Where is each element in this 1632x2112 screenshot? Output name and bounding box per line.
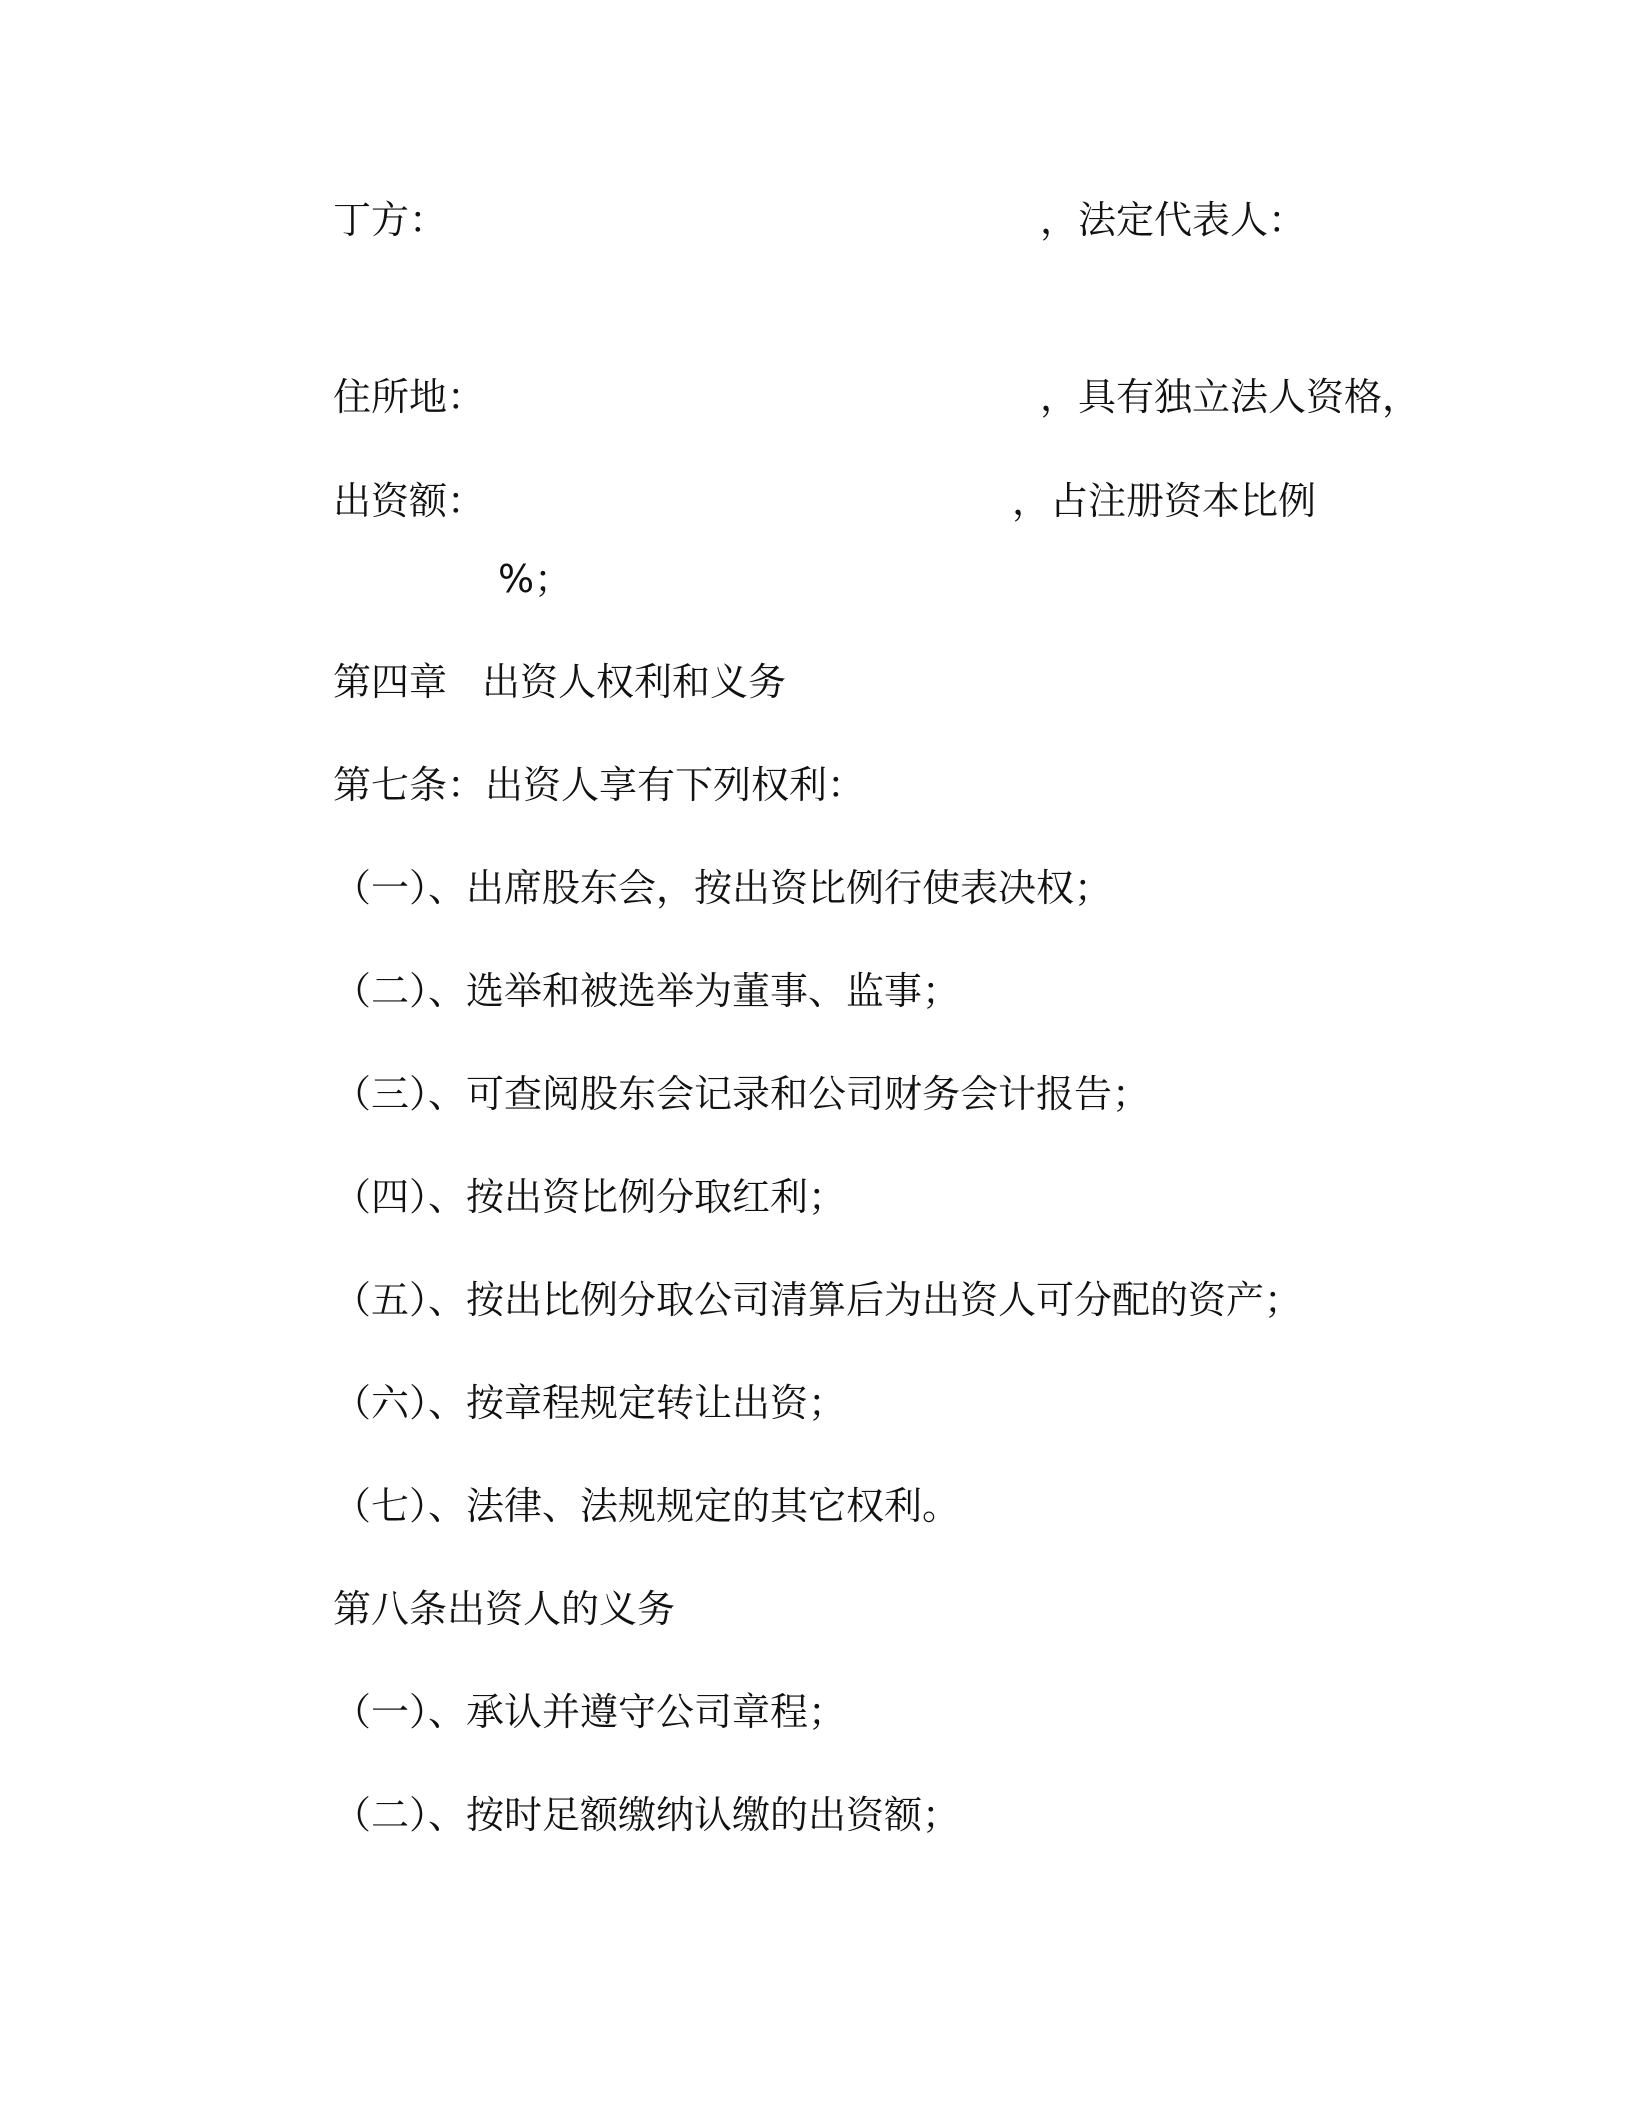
chapter-number: 第四章 <box>333 660 448 704</box>
percent-sign: %； <box>498 557 573 601</box>
contribution-label: 出资额： <box>333 479 486 523</box>
article-7-item: （一）、出席股东会，按出资比例行使表决权； <box>333 866 1113 910</box>
legal-person-status-text: ，具有独立法人资格， <box>1040 375 1421 419</box>
article-7-item: （六）、按章程规定转让出资； <box>333 1381 847 1425</box>
article-7-item: （三）、可查阅股东会记录和公司财务会计报告； <box>333 1072 1151 1116</box>
domicile-label: 住所地： <box>333 375 486 419</box>
article-8-heading: 第八条出资人的义务 <box>333 1587 676 1631</box>
article-8-item: （二）、按时足额缴纳认缴的出资额； <box>333 1793 961 1837</box>
legal-representative-label: ，法定代表人： <box>1040 198 1307 242</box>
chapter-title: 出资人权利和义务 <box>482 660 787 704</box>
article-7-item: （四）、按出资比例分取红利； <box>333 1175 847 1219</box>
article-8-item: （一）、承认并遵守公司章程； <box>333 1690 847 1734</box>
article-7-item: （二）、选举和被选举为董事、监事； <box>333 969 961 1013</box>
article-7-item: （五）、按出比例分取公司清算后为出资人可分配的资产； <box>333 1278 1303 1322</box>
article-7-item: （七）、法律、法规规定的其它权利。 <box>333 1484 961 1528</box>
article-7-heading: 第七条：出资人享有下列权利： <box>333 763 866 807</box>
party-d-label: 丁方： <box>333 198 448 242</box>
capital-ratio-label: ，占注册资本比例 <box>1012 479 1317 523</box>
